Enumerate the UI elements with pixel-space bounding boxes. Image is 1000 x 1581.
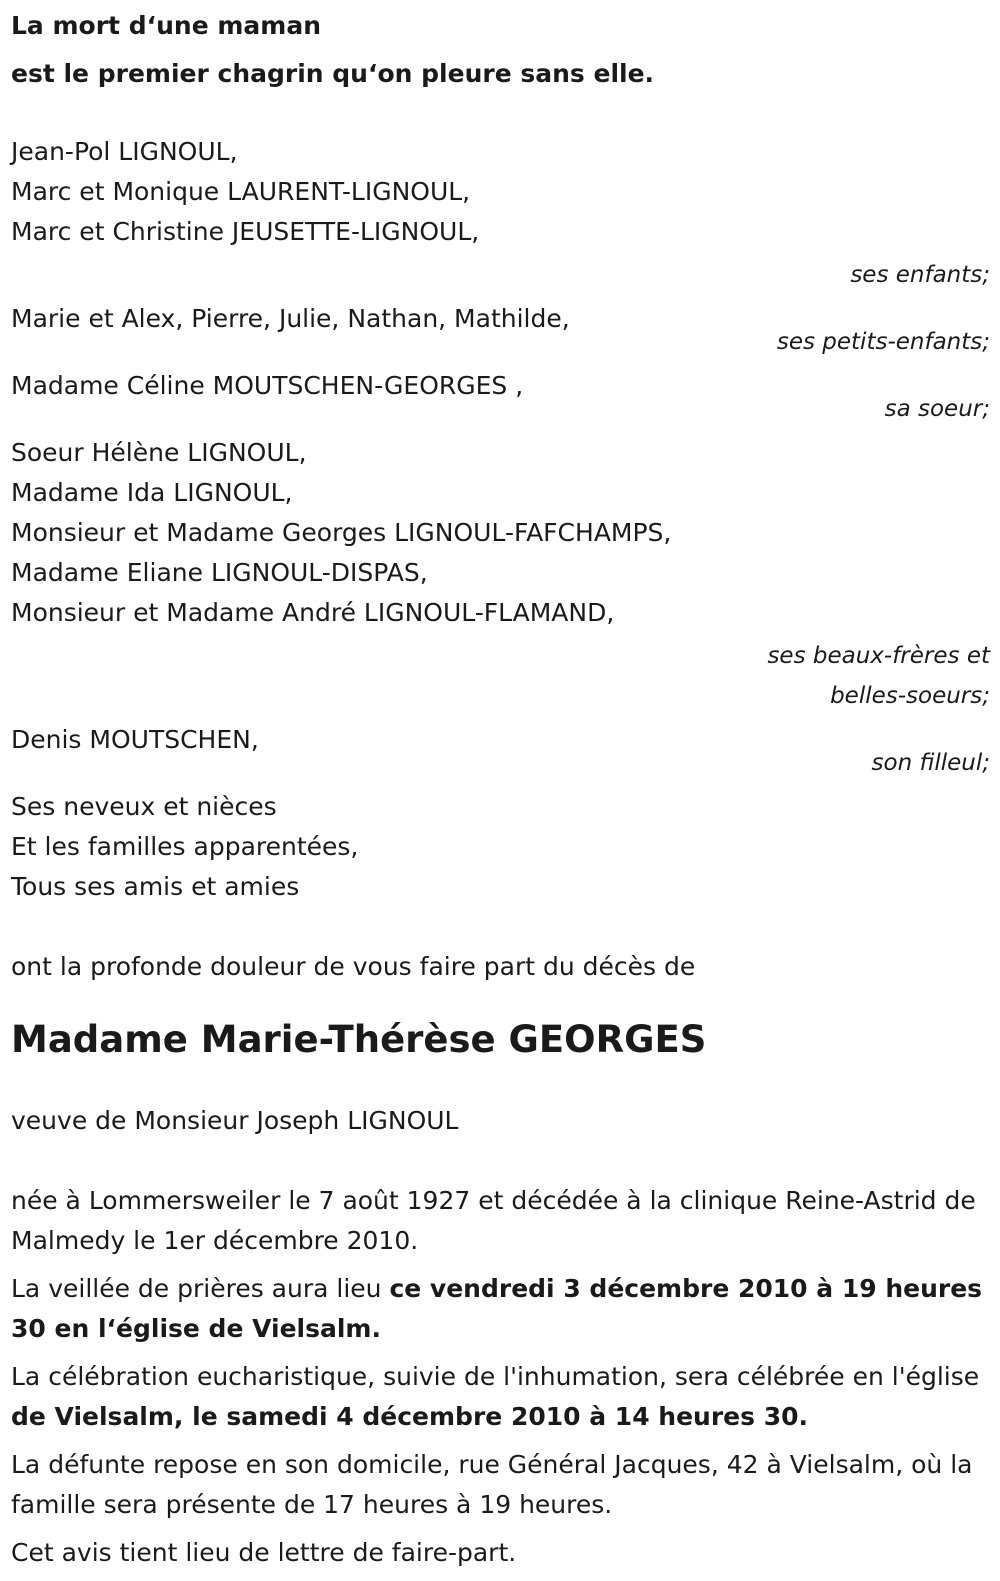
other-relatives-group xyxy=(11,787,990,907)
relationship-label: ses beaux-frères et xyxy=(767,643,990,669)
family-name-line: Marc et Christine JEUSETTE-LIGNOUL, xyxy=(11,217,480,246)
grandchildren-group xyxy=(11,299,990,362)
family-name-line: Marc et Monique LAURENT-LIGNOUL, xyxy=(11,177,471,206)
family-name-line: Soeur Hélène LIGNOUL, xyxy=(11,438,307,467)
birth-death-text: née à Lommersweiler le 7 août 1927 et décédée à la clinique Reine-Astrid de Malmedy le 1er décembre 2010. xyxy=(11,1186,976,1255)
family-name-line: Madame Eliane LIGNOUL-DISPAS, xyxy=(11,558,428,587)
sister-group xyxy=(11,366,990,429)
family-name-line: Ses neveux et nièces xyxy=(11,792,277,821)
deceased-name: Madame Marie-Thérèse GEORGES xyxy=(11,1018,707,1061)
godson-group xyxy=(11,720,990,783)
in-laws-group xyxy=(11,433,990,716)
family-name-line: Madame Ida LIGNOUL, xyxy=(11,478,293,507)
relationship-label: belles-soeurs; xyxy=(830,683,990,709)
epigraph-line-1: La mort d‘une maman xyxy=(11,11,321,40)
epigraph xyxy=(11,0,990,98)
family-name-line: Marie et Alex, Pierre, Julie, Nathan, Mathilde, xyxy=(11,304,570,333)
family-name-line: Monsieur et Madame André LIGNOUL-FLAMAND, xyxy=(11,598,615,627)
relationship-label: sa soeur; xyxy=(884,396,990,422)
relationship-label: ses petits-enfants; xyxy=(776,329,990,355)
epigraph-line-2: est le premier chagrin qu‘on pleure sans elle. xyxy=(11,59,655,88)
vigil-text xyxy=(11,1269,990,1349)
family-name-line: Et les familles apparentées, xyxy=(11,832,359,861)
widow-of-text: veuve de Monsieur Joseph LIGNOUL xyxy=(11,1106,459,1135)
family-name-line: Jean-Pol LIGNOUL, xyxy=(11,137,238,166)
ceremony-intro: La célébration eucharistique, suivie de l'inhumation, sera célébrée en l'église xyxy=(11,1362,980,1391)
relationship-label: ses enfants; xyxy=(850,262,990,288)
repose-text: La défunte repose en son domicile, rue Général Jacques, 42 à Vielsalm, où la famille sera présente de 17 heures à 19 heures. xyxy=(11,1450,973,1519)
family-name-line: Madame Céline MOUTSCHEN-GEORGES , xyxy=(11,371,524,400)
closing-text: Cet avis tient lieu de lettre de faire-part. xyxy=(11,1538,517,1567)
vigil-details: ce vendredi 3 décembre 2010 à 19 heures 30 en l‘église de Vielsalm. xyxy=(11,1274,983,1343)
vigil-intro: La veillée de prières aura lieu xyxy=(11,1274,390,1303)
ceremony-text xyxy=(11,1357,990,1437)
family-name-line: Monsieur et Madame Georges LIGNOUL-FAFCHAMPS, xyxy=(11,518,672,547)
family-name-line: Denis MOUTSCHEN, xyxy=(11,725,259,754)
announcement-text: ont la profonde douleur de vous faire part du décès de xyxy=(11,952,696,981)
relationship-label: son filleul; xyxy=(871,750,990,776)
obituary-notice xyxy=(11,0,990,1581)
ceremony-details: de Vielsalm, le samedi 4 décembre 2010 à 14 heures 30. xyxy=(11,1402,808,1431)
family-name-line: Tous ses amis et amies xyxy=(11,872,300,901)
children-group xyxy=(11,132,990,295)
